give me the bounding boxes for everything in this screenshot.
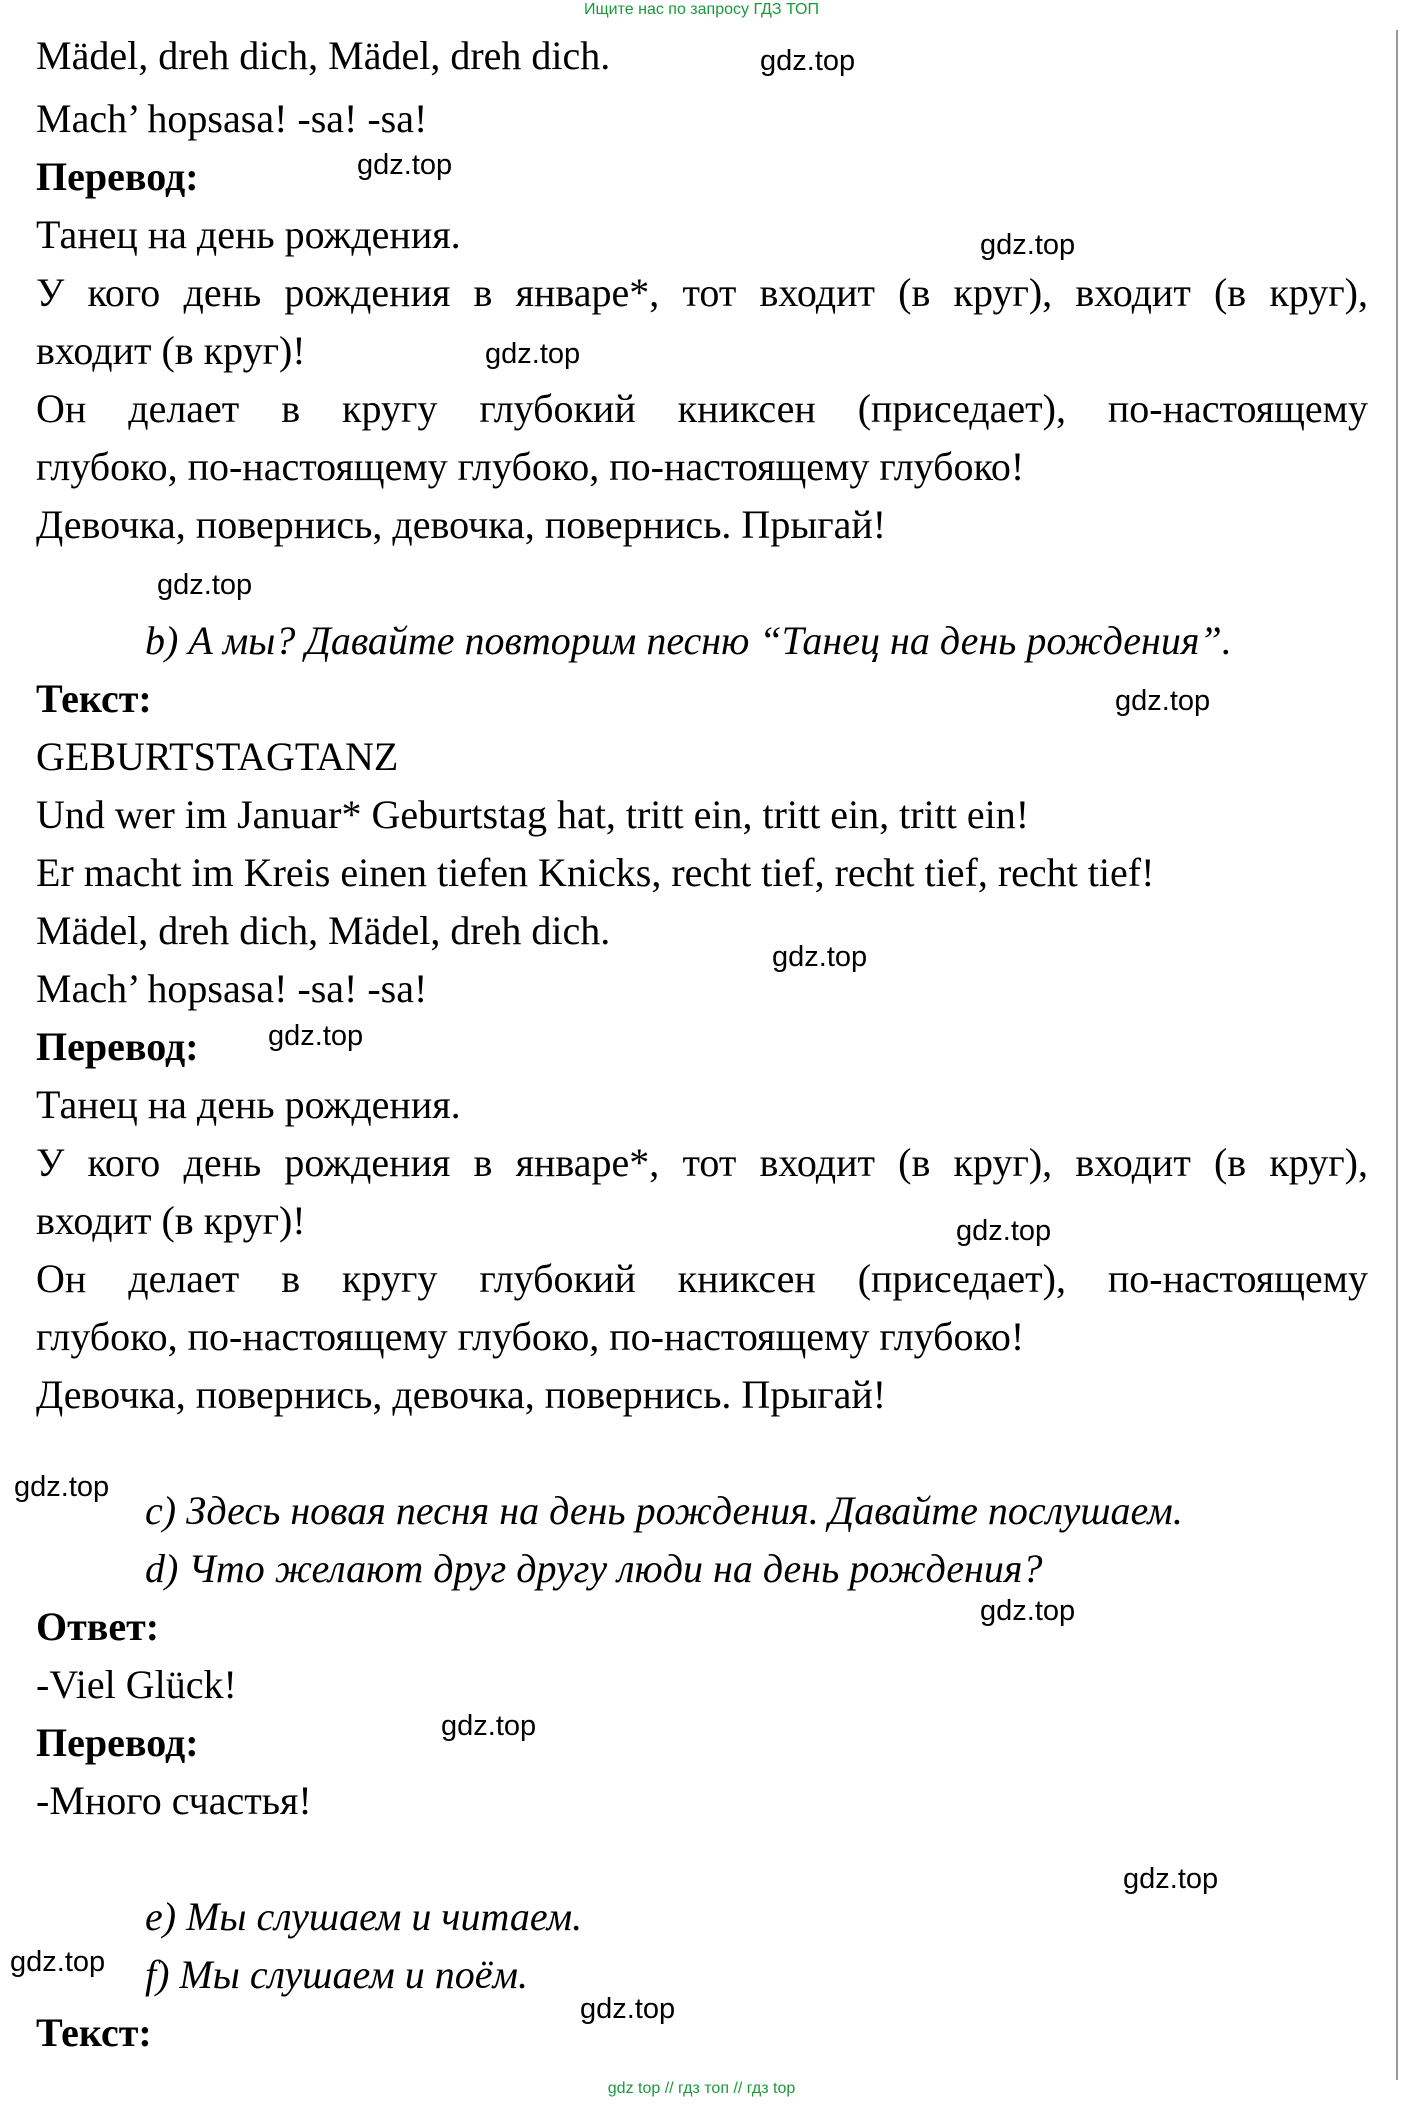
- watermark: gdz.top: [268, 1020, 364, 1052]
- watermark: gdz.top: [760, 45, 856, 77]
- section-heading: Перевод:: [36, 1024, 199, 1069]
- section-heading: Текст:: [36, 676, 152, 721]
- task-line: f) Мы слушаем и поём.: [145, 1952, 529, 1997]
- answer-line: -Много счастья!: [36, 1778, 312, 1823]
- section-heading: Перевод:: [36, 1720, 199, 1765]
- text-line: входит (в круг)!: [36, 328, 306, 373]
- footer-links[interactable]: gdz top // гдз топ // гдз top: [607, 2080, 796, 2097]
- text-line: Mädel, dreh dich, Mädel, dreh dich.: [36, 33, 611, 78]
- text-line: Он делает в кругу глубокий книксен (приседает), по-настоящему: [36, 1256, 1368, 1301]
- text-line: У кого день рождения в январе*, тот входит (в круг), входит (в круг),: [36, 1140, 1368, 1185]
- text-line: Mädel, dreh dich, Mädel, dreh dich.: [36, 908, 611, 953]
- watermark: gdz.top: [14, 1471, 110, 1503]
- watermark: gdz.top: [357, 149, 453, 181]
- text-line: Mach’ hopsasa! -sa! -sa!: [36, 96, 428, 141]
- task-line: e) Мы слушаем и читаем.: [145, 1894, 583, 1939]
- song-title: GEBURTSTAGTANZ: [36, 734, 399, 779]
- watermark: gdz.top: [980, 1595, 1076, 1627]
- watermark: gdz.top: [980, 229, 1076, 261]
- task-line: d) Что желают друг другу люди на день рождения?: [145, 1546, 1043, 1591]
- watermark: gdz.top: [1115, 685, 1211, 717]
- watermark: gdz.top: [580, 1993, 676, 2025]
- page-edge-rule: [1396, 30, 1398, 2080]
- watermark: gdz.top: [441, 1710, 537, 1742]
- watermark: gdz.top: [485, 338, 581, 370]
- task-line: c) Здесь новая песня на день рождения. Давайте послушаем.: [145, 1488, 1183, 1533]
- text-line: Девочка, повернись, девочка, повернись. Прыгай!: [36, 502, 887, 547]
- answer-line: -Viel Glück!: [36, 1662, 237, 1707]
- section-heading: Перевод:: [36, 154, 199, 199]
- text-line: Он делает в кругу глубокий книксен (приседает), по-настоящему: [36, 386, 1368, 431]
- watermark: gdz.top: [772, 941, 868, 973]
- text-line: Er macht im Kreis einen tiefen Knicks, recht tief, recht tief, recht tief!: [36, 850, 1155, 895]
- text-line: входит (в круг)!: [36, 1198, 306, 1243]
- text-line: глубоко, по-настоящему глубоко, по-настоящему глубоко!: [36, 1314, 1025, 1359]
- section-heading: Текст:: [36, 2010, 152, 2055]
- text-line: Und wer im Januar* Geburtstag hat, tritt ein, tritt ein, tritt ein!: [36, 792, 1030, 837]
- section-heading: Ответ:: [36, 1604, 160, 1649]
- watermark: gdz.top: [157, 569, 253, 601]
- text-line: Танец на день рождения.: [36, 212, 461, 257]
- top-banner[interactable]: Ищите нас по запросу ГДЗ ТОП: [584, 1, 819, 18]
- watermark: gdz.top: [1123, 1863, 1219, 1895]
- text-line: У кого день рождения в январе*, тот входит (в круг), входит (в круг),: [36, 270, 1368, 315]
- text-line: Mach’ hopsasa! -sa! -sa!: [36, 966, 428, 1011]
- task-line: b) А мы? Давайте повторим песню “Танец на день рождения”.: [145, 618, 1232, 663]
- text-line: Девочка, повернись, девочка, повернись. Прыгай!: [36, 1372, 887, 1417]
- watermark: gdz.top: [956, 1215, 1052, 1247]
- watermark: gdz.top: [10, 1946, 106, 1978]
- text-line: глубоко, по-настоящему глубоко, по-настоящему глубоко!: [36, 444, 1025, 489]
- text-line: Танец на день рождения.: [36, 1082, 461, 1127]
